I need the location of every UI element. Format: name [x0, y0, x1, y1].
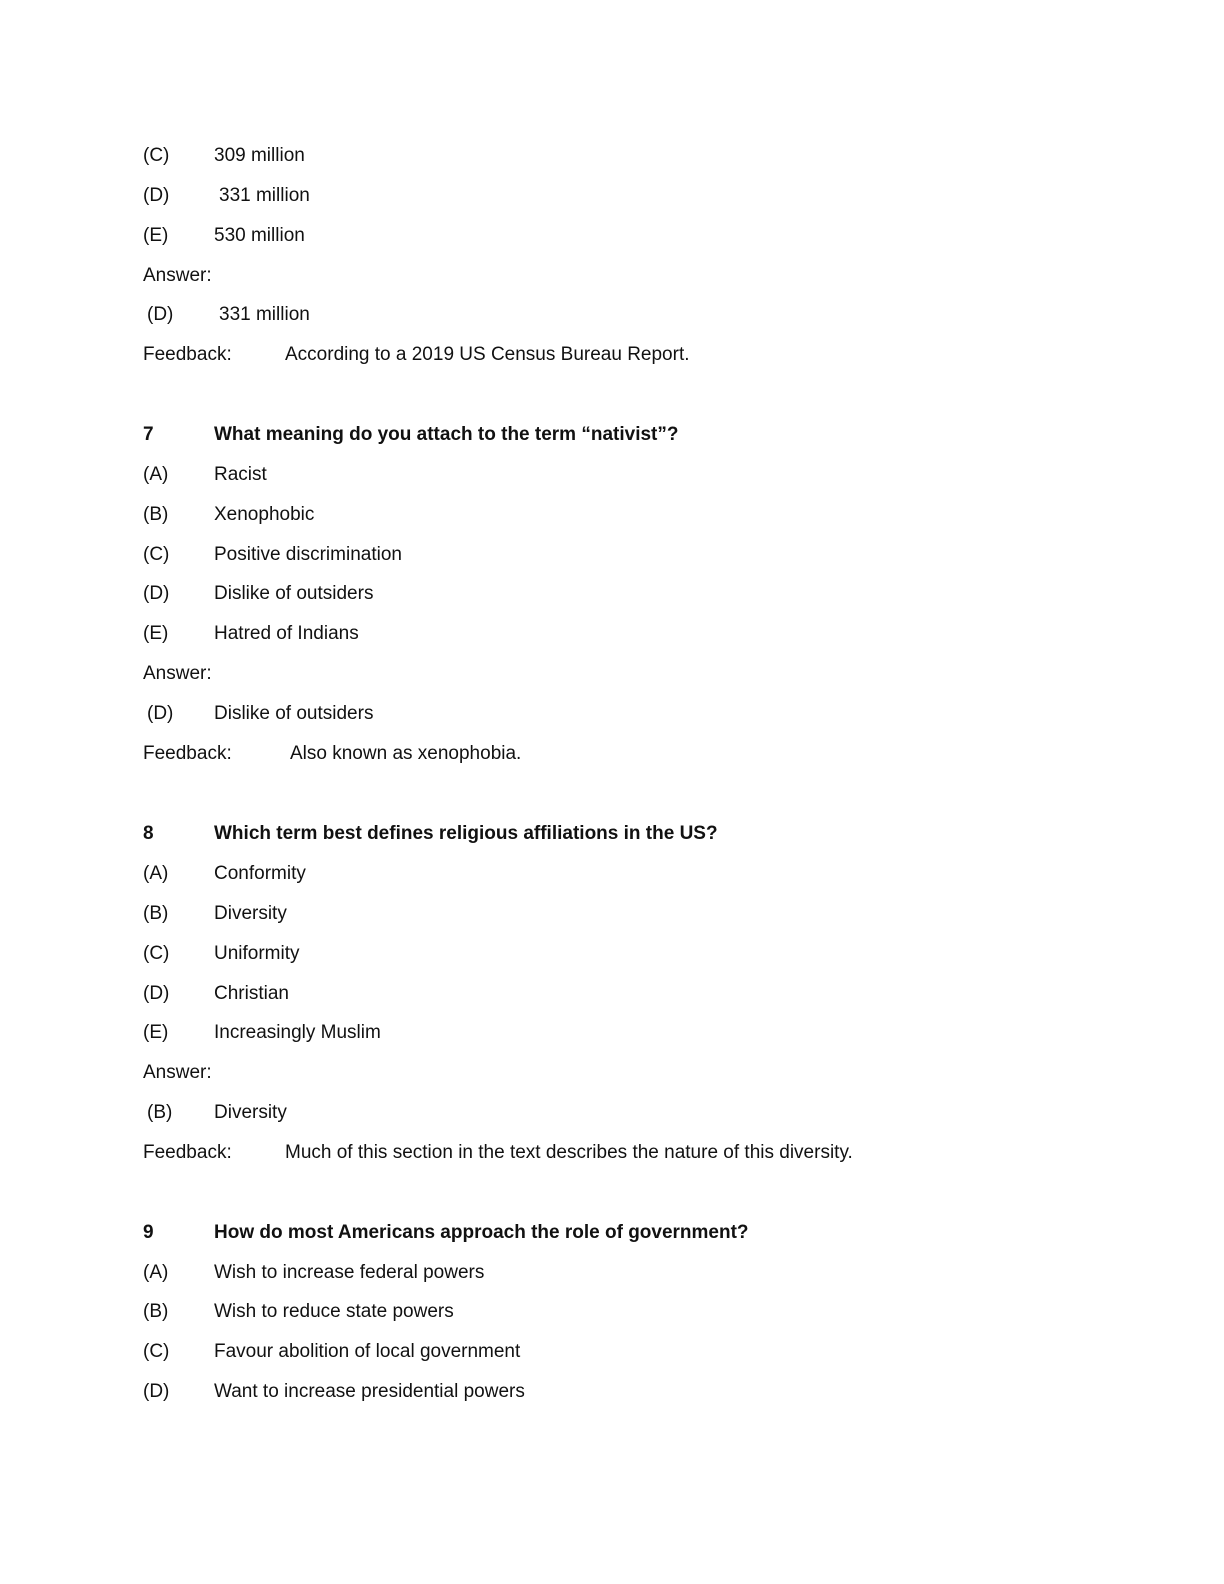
feedback-text: Much of this section in the text describes the nature of this diversity. — [285, 1142, 853, 1163]
option-label: (E) — [143, 1022, 169, 1043]
option-label: (B) — [143, 1301, 169, 1322]
option-label: (D) — [143, 1381, 170, 1402]
option-label: (E) — [143, 623, 169, 644]
question-text: How do most Americans approach the role of government? — [214, 1222, 749, 1243]
option-text: Wish to increase federal powers — [214, 1262, 485, 1283]
option-label: (C) — [143, 544, 170, 565]
option-label: (C) — [143, 145, 170, 166]
option-text: Conformity — [214, 863, 306, 884]
feedback-text: According to a 2019 US Census Bureau Report. — [285, 344, 690, 365]
option-text: Favour abolition of local government — [214, 1341, 521, 1362]
answer-heading-text: Answer: — [143, 1062, 212, 1083]
feedback-label: Feedback: — [143, 1142, 232, 1163]
answer-heading-text: Answer: — [143, 265, 212, 286]
question-text: What meaning do you attach to the term “nativist”? — [214, 424, 679, 445]
option-text: Increasingly Muslim — [214, 1022, 381, 1043]
option-text: Racist — [214, 464, 267, 485]
option-text: Wish to reduce state powers — [214, 1301, 454, 1322]
answer-heading-text: Answer: — [143, 663, 212, 684]
option-text: Christian — [214, 983, 289, 1004]
option-text: Hatred of Indians — [214, 623, 359, 644]
option-label: (B) — [143, 903, 169, 924]
option-text: Uniformity — [214, 943, 300, 964]
option-text: Dislike of outsiders — [214, 583, 374, 604]
option-label: (A) — [143, 863, 169, 884]
feedback-text: Also known as xenophobia. — [290, 743, 522, 764]
option-label: (D) — [143, 583, 170, 604]
answer-text: 331 million — [219, 304, 310, 325]
option-text: 530 million — [214, 225, 305, 246]
option-label: (A) — [143, 464, 169, 485]
option-text: Positive discrimination — [214, 544, 402, 565]
option-text: 309 million — [214, 145, 305, 166]
option-label: (E) — [143, 225, 169, 246]
answer-text: Diversity — [214, 1102, 287, 1123]
option-label: (B) — [143, 504, 169, 525]
answer-label: (D) — [147, 703, 174, 724]
answer-label: (D) — [147, 304, 174, 325]
answer-text: Dislike of outsiders — [214, 703, 374, 724]
feedback-label: Feedback: — [143, 344, 232, 365]
option-label: (A) — [143, 1262, 169, 1283]
option-label: (C) — [143, 943, 170, 964]
question-number: 8 — [143, 823, 154, 844]
option-label: (D) — [143, 185, 170, 206]
question-number: 7 — [143, 424, 154, 445]
answer-label: (B) — [147, 1102, 173, 1123]
option-text: Want to increase presidential powers — [214, 1381, 525, 1402]
question-text: Which term best defines religious affiliations in the US? — [214, 823, 718, 844]
option-text: 331 million — [219, 185, 310, 206]
option-text: Diversity — [214, 903, 287, 924]
question-number: 9 — [143, 1222, 154, 1243]
option-label: (D) — [143, 983, 170, 1004]
option-text: Xenophobic — [214, 504, 315, 525]
option-label: (C) — [143, 1341, 170, 1362]
feedback-label: Feedback: — [143, 743, 232, 764]
